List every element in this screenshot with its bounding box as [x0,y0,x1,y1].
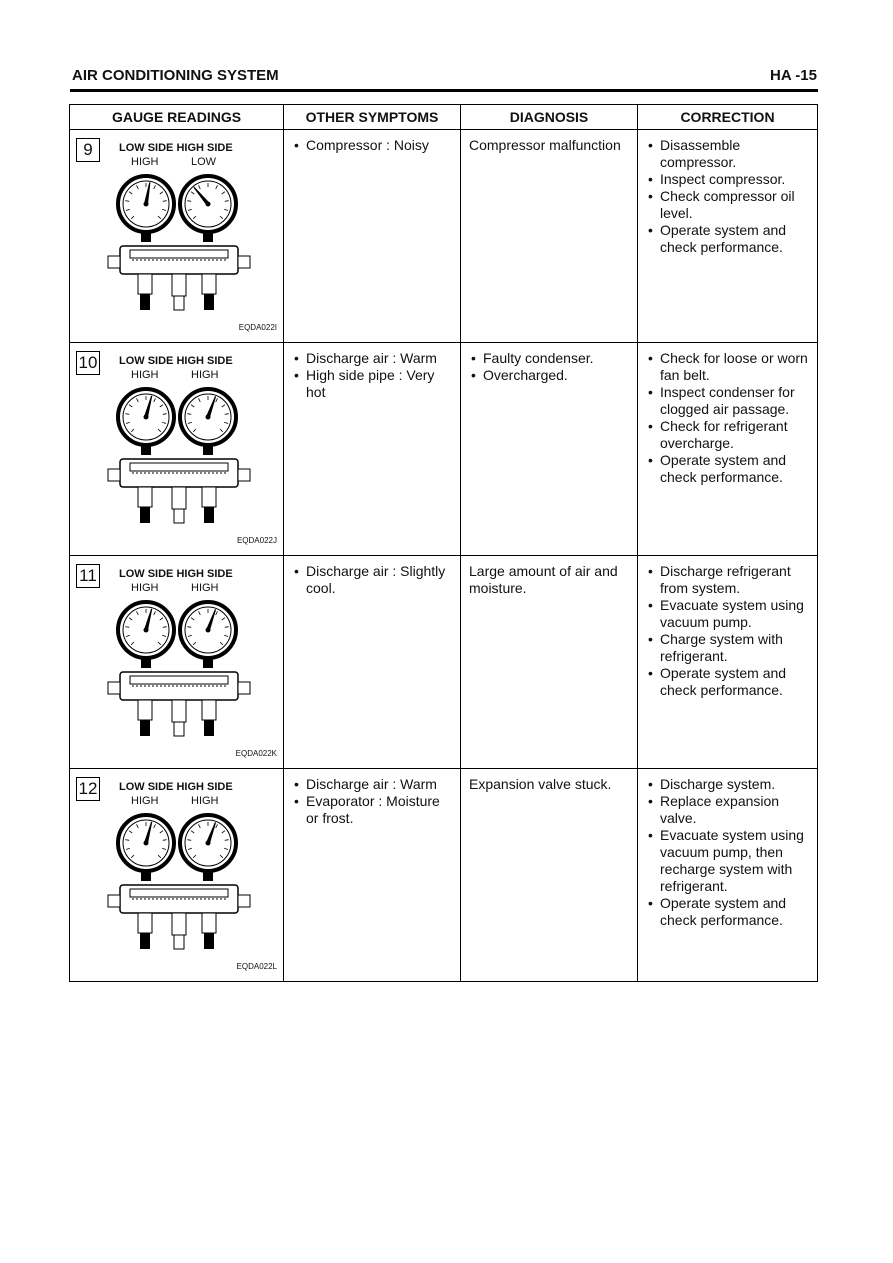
high-side-reading: LOW [191,156,217,168]
page-number: HA -15 [770,67,817,84]
low-side-reading: HIGH [131,369,159,381]
high-side-reading: HIGH [191,582,219,594]
case-number: 12 [76,777,100,801]
correction-cell [638,343,818,556]
figure-code: EQDA022I [238,323,277,332]
diagnosis-cell [461,556,638,769]
correction-item: • Charge system with refrigerant. [646,631,813,665]
correction-list [638,343,817,486]
manifold-gauge-illustration [106,803,256,953]
correction-item: • Disassemble compressor. [646,137,813,171]
low-side-gauge-icon [118,176,174,242]
correction-cell [638,556,818,769]
diagnosis-item: • Faulty condenser. [469,350,633,367]
manifold-body-icon [108,672,250,736]
symptoms-list [284,130,460,154]
diagnosis-list [461,343,637,384]
column-header-diagnosis: DIAGNOSIS [461,105,638,130]
symptom-item: • Compressor : Noisy [292,137,456,154]
correction-item: • Operate system and check performance. [646,452,813,486]
gauge-side-labels: LOW SIDE HIGH SIDE [119,568,233,580]
symptom-item: • Discharge air : Slightly cool. [292,563,456,597]
troubleshooting-table [69,104,818,982]
correction-item: • Evacuate system using vacuum pump. [646,597,813,631]
case-number: 11 [76,564,100,588]
correction-item: • Inspect compressor. [646,171,813,188]
correction-item: • Replace expansion valve. [646,793,813,827]
figure-code: EQDA022K [235,749,277,758]
correction-list [638,130,817,256]
diagnosis-cell [461,343,638,556]
column-header-other-symptoms: OTHER SYMPTOMS [284,105,461,130]
section-title: AIR CONDITIONING SYSTEM [72,67,279,84]
low-side-reading: HIGH [131,582,159,594]
table-row [70,130,818,343]
correction-list [638,556,817,699]
high-side-gauge-icon [180,389,236,455]
manifold-body-icon [108,459,250,523]
correction-item: • Discharge refrigerant from system. [646,563,813,597]
correction-item: • Operate system and check performance. [646,222,813,256]
low-side-reading: HIGH [131,795,159,807]
manifold-body-icon [108,246,250,310]
diagnosis-cell [461,130,638,343]
symptom-item: • Discharge air : Warm [292,350,456,367]
column-header-correction: CORRECTION [638,105,818,130]
symptoms-list [284,343,460,401]
gauge-readings-cell [70,769,284,982]
symptom-item: • Discharge air : Warm [292,776,456,793]
header-rule [70,89,818,92]
symptoms-list [284,769,460,827]
diagnosis-cell [461,769,638,982]
symptom-item: • Evaporator : Moisture or frost. [292,793,456,827]
table-header-row [70,105,818,130]
high-side-gauge-icon [180,602,236,668]
gauge-readings-cell [70,556,284,769]
high-side-gauge-icon [180,815,236,881]
diagnosis-item: • Overcharged. [469,367,633,384]
figure-code: EQDA022J [236,536,277,545]
symptoms-list [284,556,460,597]
gauge-side-labels: LOW SIDE HIGH SIDE [119,142,233,154]
correction-item: • Operate system and check performance. [646,895,813,929]
correction-item: • Operate system and check performance. [646,665,813,699]
correction-item: • Inspect condenser for clogged air passage. [646,384,813,418]
manifold-gauge-illustration [106,377,256,527]
low-side-gauge-icon [118,815,174,881]
correction-item: • Check compressor oil level. [646,188,813,222]
other-symptoms-cell [284,130,461,343]
manifold-gauge-illustration [106,164,256,314]
page-header [72,67,817,89]
diagnosis-text: Compressor malfunction [469,137,621,153]
correction-item: • Evacuate system using vacuum pump, then recharge system with refrigerant. [646,827,813,895]
gauge-readings-cell [70,130,284,343]
low-side-reading: HIGH [131,156,159,168]
gauge-side-labels: LOW SIDE HIGH SIDE [119,781,233,793]
table-row [70,769,818,982]
correction-item: • Check for refrigerant overcharge. [646,418,813,452]
correction-item: • Check for loose or worn fan belt. [646,350,813,384]
diagnosis-text: Large amount of air and moisture. [469,563,618,596]
case-number: 9 [76,138,100,162]
gauge-readings-cell [70,343,284,556]
high-side-reading: HIGH [191,369,219,381]
gauge-side-labels: LOW SIDE HIGH SIDE [119,355,233,367]
other-symptoms-cell [284,769,461,982]
column-header-gauge-readings: GAUGE READINGS [70,105,284,130]
low-side-gauge-icon [118,602,174,668]
correction-cell [638,769,818,982]
correction-cell [638,130,818,343]
table-row [70,343,818,556]
low-side-gauge-icon [118,389,174,455]
manifold-body-icon [108,885,250,949]
symptom-item: • High side pipe : Very hot [292,367,456,401]
diagnosis-text: Expansion valve stuck. [469,776,612,792]
case-number: 10 [76,351,100,375]
correction-list [638,769,817,929]
other-symptoms-cell [284,343,461,556]
other-symptoms-cell [284,556,461,769]
table-row [70,556,818,769]
high-side-gauge-icon [180,176,236,242]
correction-item: • Discharge system. [646,776,813,793]
high-side-reading: HIGH [191,795,219,807]
figure-code: EQDA022L [236,962,277,971]
manifold-gauge-illustration [106,590,256,740]
